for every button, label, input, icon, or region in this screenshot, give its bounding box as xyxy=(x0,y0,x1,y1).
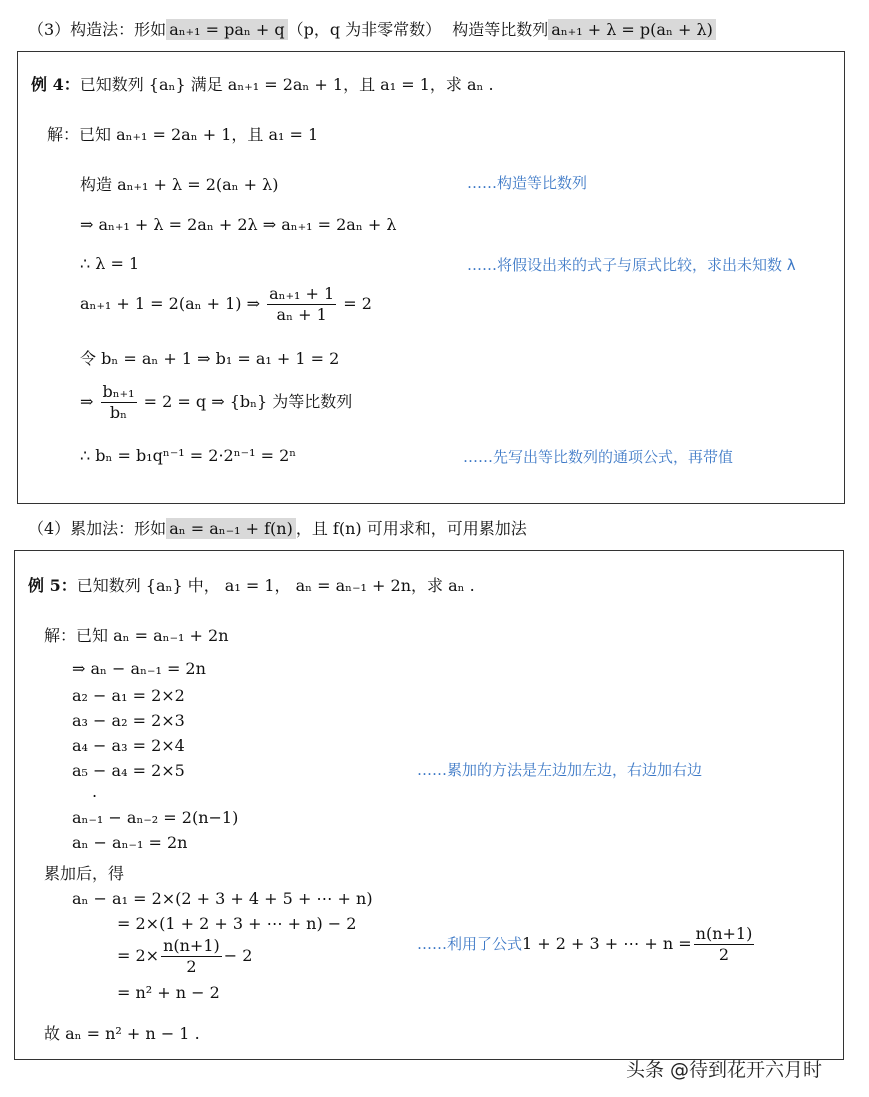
watermark: 头条 @待到花开六月时 xyxy=(626,1059,823,1081)
fraction-denominator: bₙ xyxy=(109,403,128,422)
section3-condition: （p，q 为非零常数） xyxy=(287,20,442,39)
section4-heading xyxy=(28,516,527,539)
example5-step: ⇒ aₙ − aₙ₋₁ = 2n xyxy=(72,659,206,678)
example4-line6-fraction xyxy=(101,382,137,423)
example4-note3: ……先写出等比数列的通项公式，再带值 xyxy=(463,448,734,466)
example4-problem-line xyxy=(31,72,494,95)
example5-note2-fraction xyxy=(694,924,755,965)
section3-prefix: （3）构造法：形如 xyxy=(28,20,167,39)
example4-note2: ……将假设出来的式子与原式比较，求出未知数 λ xyxy=(467,256,796,274)
example5-sum1: aₙ − a₁ = 2×(2 + 3 + 4 + 5 + ⋯ + n) xyxy=(72,889,373,908)
example4-line4 xyxy=(80,284,372,325)
example5-sum4: = n² + n − 2 xyxy=(117,983,220,1002)
example4-line6-post: = 2 = q ⇒ {bₙ} 为等比数列 xyxy=(143,392,353,411)
section3-form: aₙ₊₁ = paₙ + q xyxy=(166,19,287,40)
example5-step: aₙ − aₙ₋₁ = 2n xyxy=(72,833,188,852)
fraction-denominator: aₙ + 1 xyxy=(276,305,327,324)
example5-note1: ……累加的方法是左边加左边，右边加右边 xyxy=(417,761,703,779)
example5-step: a₅ − a₄ = 2×5 xyxy=(72,761,185,780)
fraction-numerator: bₙ₊₁ xyxy=(102,382,135,401)
example5-problem-line xyxy=(28,573,475,596)
example4-line5: 令 bₙ = aₙ + 1 ⇒ b₁ = a₁ + 1 = 2 xyxy=(80,349,340,368)
section3-construct-text: 构造等比数列 xyxy=(452,20,549,39)
example4-title: 例 4： xyxy=(31,75,80,94)
example4-solution-intro: 解：已知 aₙ₊₁ = 2aₙ + 1，且 a₁ = 1 xyxy=(47,125,319,144)
example4-line2: ⇒ aₙ₊₁ + λ = 2aₙ + 2λ ⇒ aₙ₊₁ = 2aₙ + λ xyxy=(80,215,397,234)
example4-line3: ∴ λ = 1 xyxy=(80,254,140,273)
fraction-numerator: n(n+1) xyxy=(163,936,220,955)
fraction-numerator: aₙ₊₁ + 1 xyxy=(269,284,335,303)
example5-sum3-post: − 2 xyxy=(223,946,253,965)
example4-line4-pre: aₙ₊₁ + 1 = 2(aₙ + 1) ⇒ xyxy=(80,294,261,313)
example5-problem: 已知数列 {aₙ} 中， a₁ = 1， aₙ = aₙ₋₁ + 2n，求 aₙ . xyxy=(76,576,475,595)
section4-suffix: ，且 f(n) 可用求和，可用累加法 xyxy=(295,519,527,538)
example5-step: a₂ − a₁ = 2×2 xyxy=(72,686,185,705)
section3-construct-form: aₙ₊₁ + λ = p(aₙ + λ) xyxy=(548,19,716,40)
example5-note2 xyxy=(417,924,756,965)
example5-title: 例 5： xyxy=(28,576,77,595)
example5-sum3-fraction xyxy=(161,936,222,977)
example4-line4-fraction xyxy=(267,284,336,325)
fraction-denominator: 2 xyxy=(186,957,197,976)
example5-note2-formula: 1 + 2 + 3 + ⋯ + n = xyxy=(522,934,692,953)
example5-step: a₃ − a₂ = 2×3 xyxy=(72,711,185,730)
example4-box xyxy=(17,51,845,504)
example4-line4-post: = 2 xyxy=(343,294,372,313)
example4-note1: ……构造等比数列 xyxy=(467,174,588,192)
example4-line6 xyxy=(80,382,352,423)
section4-prefix: （4）累加法：形如 xyxy=(28,519,167,538)
example4-line7: ∴ bₙ = b₁qⁿ⁻¹ = 2·2ⁿ⁻¹ = 2ⁿ xyxy=(80,446,297,465)
example5-step: a₄ − a₃ = 2×4 xyxy=(72,736,185,755)
example5-sum2: = 2×(1 + 2 + 3 + ⋯ + n) − 2 xyxy=(117,914,357,933)
example4-line1: 构造 aₙ₊₁ + λ = 2(aₙ + λ) xyxy=(80,175,279,194)
example5-sum3 xyxy=(117,936,252,977)
example5-step-ellipsis: . xyxy=(92,782,98,801)
section3-heading xyxy=(28,17,716,40)
example5-solution-intro: 解：已知 aₙ = aₙ₋₁ + 2n xyxy=(44,626,229,645)
example5-note2-pre: ……利用了公式 xyxy=(417,935,523,953)
section4-form: aₙ = aₙ₋₁ + f(n) xyxy=(166,518,296,539)
example5-sum-label: 累加后，得 xyxy=(44,864,125,883)
example5-conclusion: 故 aₙ = n² + n − 1 . xyxy=(44,1024,200,1043)
example4-line6-pre: ⇒ xyxy=(80,392,94,411)
example4-problem: 已知数列 {aₙ} 满足 aₙ₊₁ = 2aₙ + 1，且 a₁ = 1，求 aₙ . xyxy=(79,75,494,94)
example5-box xyxy=(14,550,844,1060)
fraction-numerator: n(n+1) xyxy=(695,924,753,943)
example5-sum3-pre: = 2× xyxy=(117,946,160,965)
fraction-denominator: 2 xyxy=(718,945,730,964)
example5-step: aₙ₋₁ − aₙ₋₂ = 2(n−1) xyxy=(72,808,239,827)
